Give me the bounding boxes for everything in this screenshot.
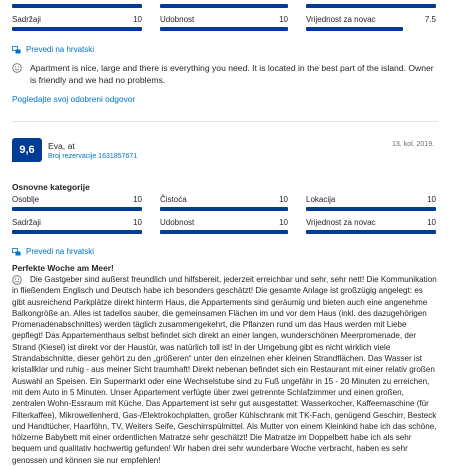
translate-label: Prevedi na hrvatski — [26, 45, 95, 54]
category-bar — [306, 4, 436, 8]
translate-icon — [12, 248, 21, 256]
review-text: Apartment is nice, large and there is everything you need. It is located in the best part of the island. Owner is friendly and we had no problems. — [30, 63, 434, 85]
category-bar — [160, 4, 288, 8]
review-divider — [12, 121, 438, 122]
category-label: Sadržaji — [12, 218, 41, 227]
category-bar — [306, 230, 436, 234]
review-score-badge: 9,6 — [12, 138, 42, 162]
review-title: Perfekte Woche am Meer! — [12, 263, 114, 273]
category-bar — [160, 230, 288, 234]
category-value: 10 — [427, 218, 436, 227]
category-value: 10 — [279, 195, 288, 204]
category-label: Lokacija — [306, 195, 336, 204]
category-label: Udobnost — [160, 218, 195, 227]
category-bar — [12, 230, 142, 234]
category-label: Sadržaji — [12, 15, 41, 24]
categories-title: Osnovne kategorije — [12, 182, 90, 192]
category-bar — [12, 207, 142, 211]
translate-icon — [12, 46, 21, 54]
category-bar — [12, 27, 142, 31]
category-value: 10 — [427, 195, 436, 204]
translate-link[interactable] — [12, 45, 94, 54]
category-value: 10 — [133, 15, 142, 24]
category-bar — [306, 27, 403, 31]
category-label: Čistoća — [160, 195, 187, 204]
category-value: 7.5 — [424, 15, 436, 24]
category-value: 10 — [133, 195, 142, 204]
category-bar — [306, 207, 436, 211]
translate-label: Prevedi na hrvatski — [26, 247, 95, 256]
category-bar — [160, 27, 288, 31]
view-reply-link[interactable]: Pogledajte svoj odobreni odgovor — [12, 94, 136, 104]
category-label: Vrijednost za novac — [306, 218, 376, 227]
category-bar — [160, 207, 288, 211]
category-label: Osoblje — [12, 195, 40, 204]
reviewer-name: Eva, at — [48, 141, 75, 151]
category-label: Udobnost — [160, 15, 195, 24]
translate-link[interactable] — [12, 247, 94, 256]
smile-icon — [12, 63, 22, 73]
category-bar — [12, 4, 142, 8]
category-value: 10 — [279, 15, 288, 24]
category-value: 10 — [279, 218, 288, 227]
review-date: 13. kol. 2019. — [392, 141, 435, 148]
category-label: Vrijednost za novac — [306, 15, 376, 24]
review-text: Die Gastgeber sind außerst freundlich und hilfsbereit, jederzeit erreichbar und sehr, sehr nett! Die Kommunikation in fließendem Englisch und Deutsch habe ich besonders geschätzt! Die gesamte Anlage ist großzügig angelegt: es gibt ausreichend Parkplätze direkt hinterm Haus, die Appartements sind geräumig und bieten auch eine angenehme Balkongröße an. Alles ist tadellos sauber, die gemeinsamen Flächen im und vor dem Haus (inkl. des dazugehörigen Promenadenabschnittes) werden täglich zusammengekehrt, die Pflanzen rund um das Haus werden mit Liebe gepflegt! Das Appartementhaus selbst befindet sich direkt an einer langen, wunderschönen Meerpromenade, der Strand (Kiesel) ist direkt vor der Haustür, was natürlich toll ist! In der Umgebung gibt es nicht wirklich viele Strandabschnitte, dieser gehört zu den „größeren“ unter den einzelnen eher kleinen Strandflächen. Das Wasser ist kristallklar und ruhig - aus meiner Sicht traumhaft! Direkt nebenan befindet sich ein Restaurant mit einer relativ großen Auswahl an Speisen. Ein Supermarkt oder eine Wechselstube sind zu Fuß ungefähr in 15 - 20 Minuten zu erreichen, mit dem Auto in 5 Minuten. Unser Appartement verfügte über zwei getrennte Schlafzimmer und einen großen, zentralen Wohn-Essraum mit Küche. Das Appartement ist sehr gut ausgestattet: Wasserkocher, Kaffeemaschine (für Filterkaffee), Mikrowellenherd, Gas-/Elektrokochplatten, großer Kühlschrank mit TK-Fach, genügend Geschirr, Besteck und Handtücher, Haarföhn, TV, Weiters Seife, Geschirrspülmittel. Als Mutter von einem Kleinkind habe ich das schöne, hölzerne Babybett mit einer ordentlichen Matratze sehr geschätzt! Die Matratze im Doppelbett habe ich als sehr bequem und qualitativ hochwertig gefunden! Wir haben drei sehr wunderbare Woche verbracht, haben es sehr genossen und können sie nur empfehlen! — [12, 275, 437, 465]
category-value: 10 — [133, 218, 142, 227]
reservation-number[interactable]: Broj rezervacije 1631857671 — [48, 153, 138, 160]
